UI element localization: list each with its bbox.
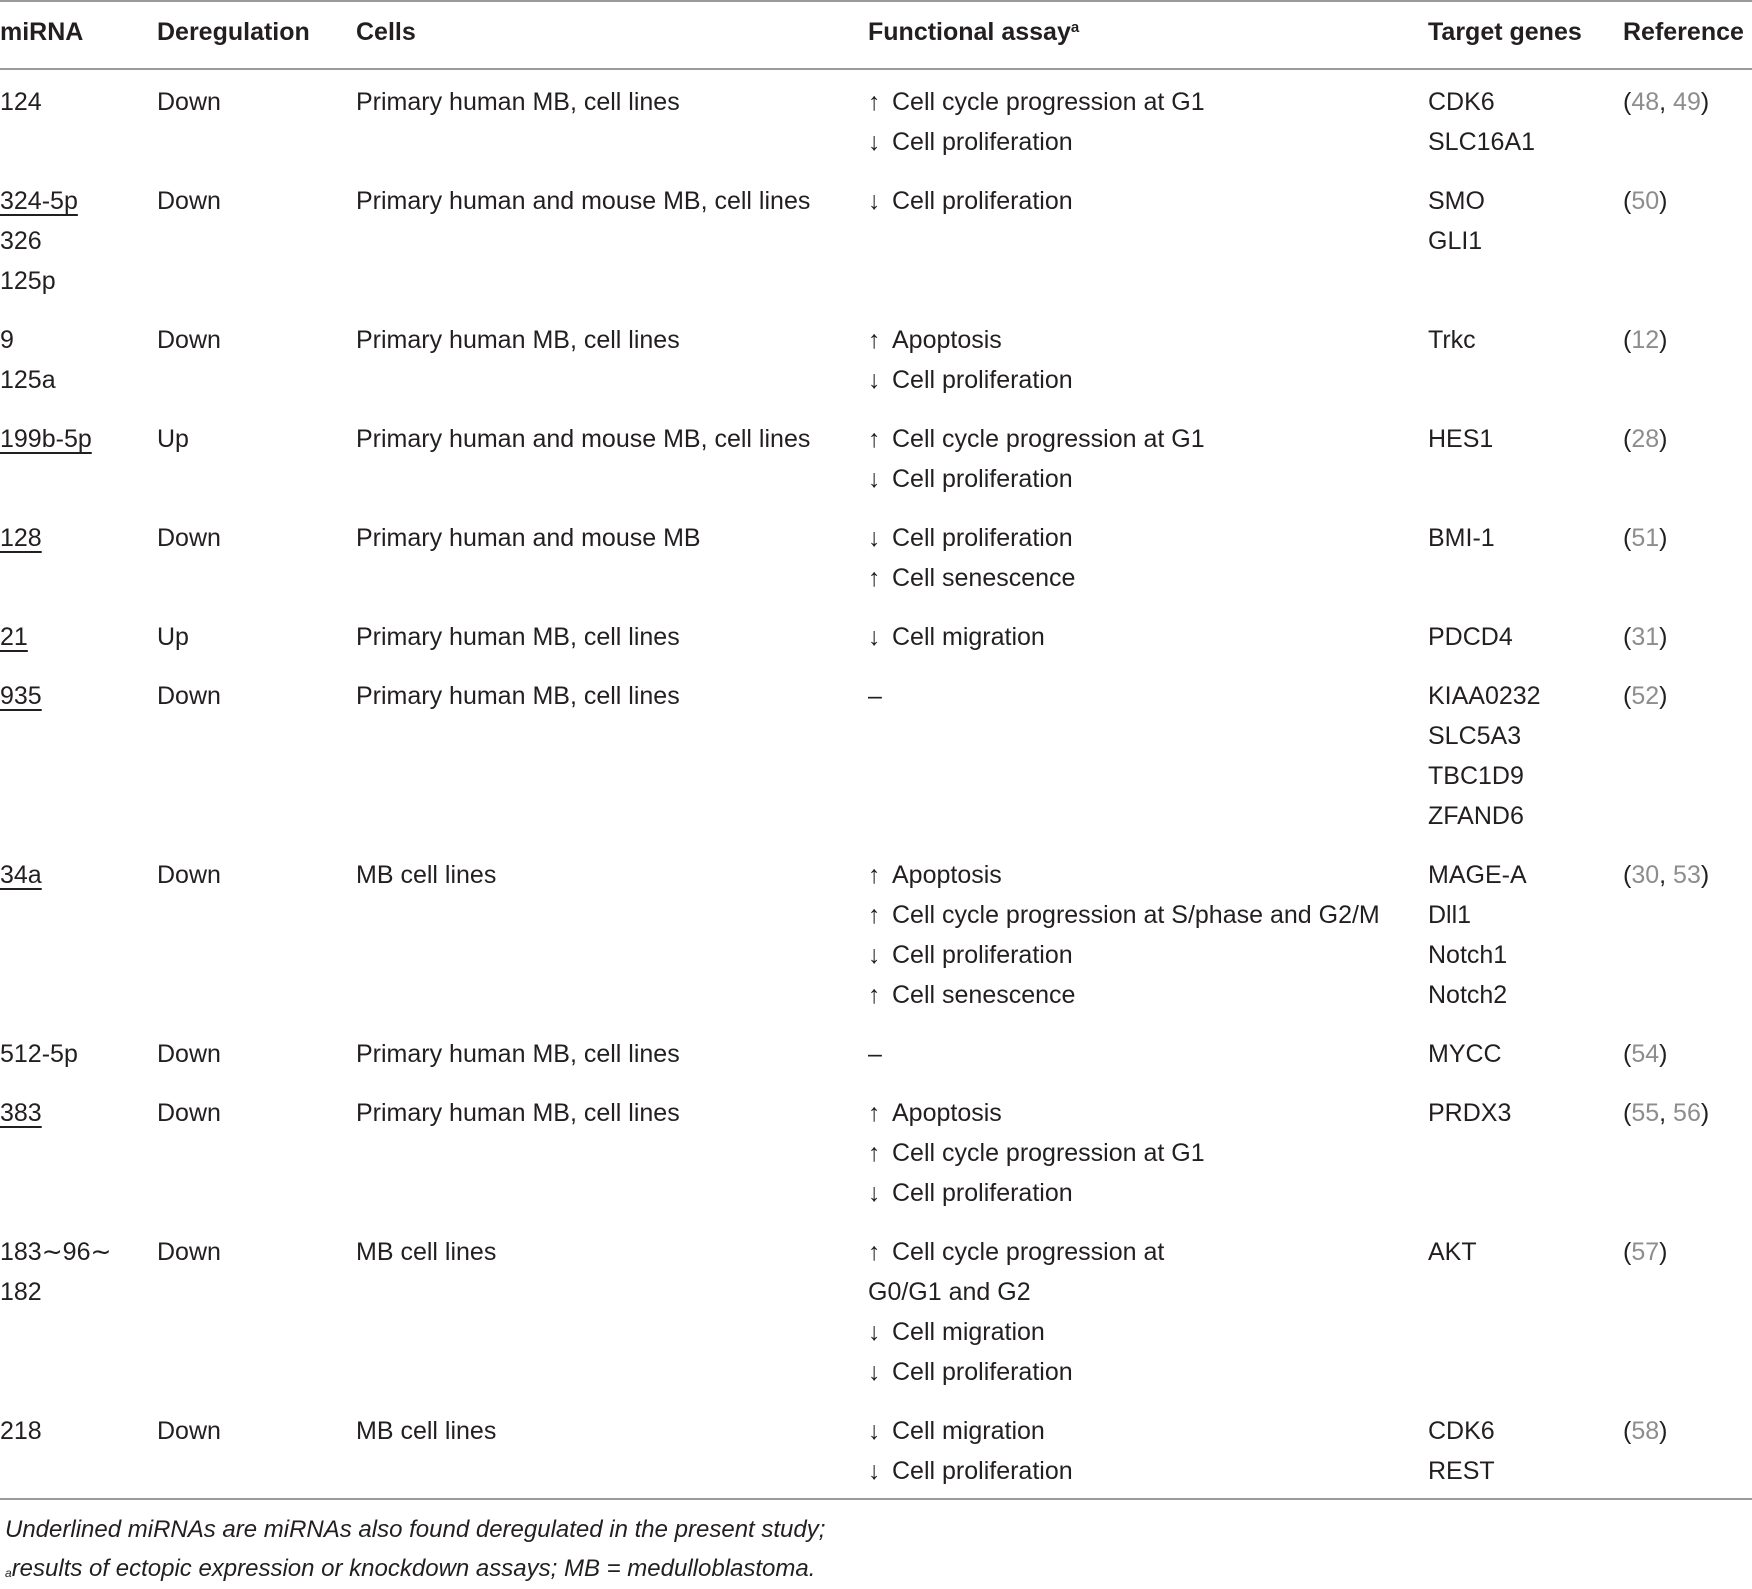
- cell-target-genes: [1428, 181, 1485, 261]
- cell-deregulation: Down: [157, 1099, 221, 1127]
- footnote-mark: a: [5, 1566, 12, 1580]
- reference-link[interactable]: 58: [1631, 1417, 1660, 1445]
- reference-link[interactable]: 12: [1631, 326, 1660, 354]
- cell-functional-assay: [868, 1093, 1205, 1213]
- table-row: [0, 1411, 1752, 1510]
- arrow-down-icon: ↓: [868, 941, 881, 969]
- reference-link[interactable]: 52: [1631, 682, 1660, 710]
- cell-reference: (31): [1623, 623, 1668, 651]
- assay-text: Apoptosis: [892, 326, 1002, 354]
- mirna-name: 199b-5p: [0, 425, 92, 453]
- assay-line: [868, 360, 1073, 400]
- cell-reference: (57): [1623, 1238, 1668, 1266]
- header-mirna: miRNA: [0, 18, 84, 46]
- assay-line: [868, 1133, 1205, 1173]
- cell-deregulation: Down: [157, 187, 221, 215]
- mirna-name: 21: [0, 623, 28, 651]
- cell-reference: (51): [1623, 524, 1668, 552]
- mirna-name: 125a: [0, 366, 56, 394]
- table-body: [0, 82, 1752, 1510]
- target-gene: TBC1D9: [1428, 762, 1524, 790]
- target-gene: REST: [1428, 1457, 1495, 1485]
- assay-text: Cell cycle progression at S/phase and G2/M: [892, 901, 1380, 929]
- cell-reference: (28): [1623, 425, 1668, 453]
- table-row: [0, 676, 1752, 855]
- table-row: [0, 419, 1752, 518]
- assay-line: [868, 855, 1380, 895]
- cell-mirna: [0, 1232, 111, 1312]
- mirna-line: [0, 518, 42, 558]
- header-cells: Cells: [356, 18, 416, 46]
- cell-deregulation: Down: [157, 1238, 221, 1266]
- target-gene: CDK6: [1428, 88, 1495, 116]
- cell-functional-assay: [868, 1034, 882, 1074]
- mirna-line: [0, 1272, 111, 1312]
- cell-target-genes: [1428, 419, 1493, 459]
- cell-target-genes: [1428, 1411, 1495, 1491]
- header-functional-assay-label: Functional assay: [868, 18, 1071, 46]
- mirna-name: 128: [0, 524, 42, 552]
- assay-text: Cell proliferation: [892, 128, 1073, 156]
- assay-line: [868, 459, 1205, 499]
- cell-mirna: [0, 181, 78, 301]
- mirna-line: [0, 1093, 42, 1133]
- reference-link[interactable]: 48: [1631, 88, 1660, 116]
- cell-cells: Primary human and mouse MB, cell lines: [356, 187, 811, 215]
- cell-cells: Primary human MB, cell lines: [356, 1040, 680, 1068]
- cell-functional-assay: [868, 82, 1205, 162]
- cell-target-genes: [1428, 82, 1535, 162]
- mirna-name: 124: [0, 88, 42, 116]
- assay-text: Cell cycle progression at G1: [892, 88, 1205, 116]
- arrow-down-icon: ↓: [868, 524, 881, 552]
- cell-functional-assay: [868, 181, 1073, 221]
- reference-link[interactable]: 28: [1631, 425, 1660, 453]
- target-gene: ZFAND6: [1428, 802, 1524, 830]
- cell-target-genes: [1428, 320, 1476, 360]
- mirna-line: [0, 221, 78, 261]
- mirna-line: [0, 1232, 111, 1272]
- assay-line: [868, 181, 1073, 221]
- cell-deregulation: Down: [157, 524, 221, 552]
- table-row: [0, 82, 1752, 181]
- assay-line: [868, 1173, 1205, 1213]
- mirna-line: [0, 360, 56, 400]
- target-gene: KIAA0232: [1428, 682, 1541, 710]
- arrow-up-icon: ↑: [868, 901, 881, 929]
- cell-cells: Primary human and mouse MB: [356, 524, 701, 552]
- mirna-line: [0, 1034, 78, 1074]
- assay-line: [868, 1451, 1073, 1491]
- table-bottom-rule: [0, 1498, 1752, 1500]
- cell-reference: (52): [1623, 682, 1668, 710]
- mirna-name: 512-5p: [0, 1040, 78, 1068]
- assay-text: Cell proliferation: [892, 941, 1073, 969]
- mirna-name: 34a: [0, 861, 42, 889]
- cell-target-genes: [1428, 1093, 1511, 1133]
- reference-link[interactable]: 49: [1673, 88, 1701, 116]
- arrow-down-icon: ↓: [868, 1358, 881, 1386]
- footnote-line-2: [5, 1549, 815, 1589]
- cell-mirna: [0, 676, 42, 716]
- cell-mirna: [0, 1411, 42, 1451]
- arrow-up-icon: ↑: [868, 564, 881, 592]
- mirna-line: [0, 419, 92, 459]
- cell-target-genes: [1428, 1232, 1477, 1272]
- cell-target-genes: [1428, 1034, 1502, 1074]
- arrow-down-icon: ↓: [868, 128, 881, 156]
- assay-text: Cell migration: [892, 1318, 1045, 1346]
- assay-text: Cell proliferation: [892, 465, 1073, 493]
- assay-line: [868, 419, 1205, 459]
- table-row: [0, 320, 1752, 419]
- assay-line: [868, 935, 1380, 975]
- assay-line: [868, 1352, 1164, 1392]
- cell-functional-assay: [868, 855, 1380, 1015]
- cell-cells: Primary human MB, cell lines: [356, 1099, 680, 1127]
- arrow-up-icon: ↑: [868, 1139, 881, 1167]
- arrow-up-icon: ↑: [868, 861, 881, 889]
- arrow-down-icon: ↓: [868, 366, 881, 394]
- assay-text: Cell cycle progression at G1: [892, 425, 1205, 453]
- mirna-line: [0, 320, 56, 360]
- arrow-down-icon: ↓: [868, 187, 881, 215]
- cell-cells: MB cell lines: [356, 861, 497, 889]
- cell-deregulation: Down: [157, 682, 221, 710]
- header-functional-assay: [868, 16, 1079, 48]
- cell-deregulation: Down: [157, 88, 221, 116]
- table-row: [0, 181, 1752, 320]
- assay-line: [868, 1093, 1205, 1133]
- arrow-up-icon: ↑: [868, 981, 881, 1009]
- mirna-line: [0, 1411, 42, 1451]
- table-top-rule: [0, 0, 1752, 2]
- assay-line: [868, 1232, 1164, 1272]
- target-gene: PDCD4: [1428, 623, 1513, 651]
- target-gene: GLI1: [1428, 227, 1483, 255]
- assay-line: [868, 82, 1205, 122]
- assay-line: [868, 1034, 882, 1074]
- assay-text: Apoptosis: [892, 1099, 1002, 1127]
- assay-line: [868, 975, 1380, 1015]
- table-header-rule: [0, 68, 1752, 70]
- target-gene: AKT: [1428, 1238, 1477, 1266]
- cell-cells: Primary human and mouse MB, cell lines: [356, 425, 811, 453]
- cell-mirna: [0, 419, 92, 459]
- arrow-down-icon: ↓: [868, 623, 881, 651]
- arrow-up-icon: ↑: [868, 1238, 881, 1266]
- cell-mirna: [0, 518, 42, 558]
- cell-cells: Primary human MB, cell lines: [356, 623, 680, 651]
- target-gene: HES1: [1428, 425, 1494, 453]
- mirna-name: 183∼96∼: [0, 1238, 112, 1266]
- reference-link[interactable]: 50: [1631, 187, 1660, 215]
- target-gene: CDK6: [1428, 1417, 1495, 1445]
- assay-text: G0/G1 and G2: [868, 1278, 1031, 1306]
- mirna-name: 9: [0, 326, 14, 354]
- assay-line: [868, 320, 1073, 360]
- reference-link[interactable]: 56: [1673, 1099, 1701, 1127]
- assay-text: Cell proliferation: [892, 1457, 1073, 1485]
- mirna-name: 182: [0, 1278, 42, 1306]
- table-row: [0, 617, 1752, 676]
- cell-functional-assay: [868, 1411, 1073, 1491]
- assay-line: [868, 558, 1075, 598]
- cell-functional-assay: [868, 320, 1073, 400]
- cell-reference: (54): [1623, 1040, 1668, 1068]
- cell-mirna: [0, 320, 56, 400]
- assay-text: –: [868, 682, 882, 710]
- header-functional-assay-footnote-mark: a: [1070, 19, 1080, 36]
- assay-line: [868, 518, 1075, 558]
- cell-cells: MB cell lines: [356, 1417, 497, 1445]
- cell-functional-assay: [868, 518, 1075, 598]
- mirna-line: [0, 181, 78, 221]
- cell-functional-assay: [868, 676, 882, 716]
- reference-link[interactable]: 31: [1631, 623, 1660, 651]
- assay-text: Cell proliferation: [892, 524, 1073, 552]
- assay-line: [868, 122, 1205, 162]
- cell-reference: (48, 49): [1623, 88, 1710, 116]
- assay-text: Cell senescence: [892, 564, 1076, 592]
- mirna-line: [0, 617, 28, 657]
- assay-line: [868, 676, 882, 716]
- reference-link[interactable]: 53: [1673, 861, 1701, 889]
- arrow-up-icon: ↑: [868, 88, 881, 116]
- cell-mirna: [0, 82, 42, 122]
- assay-text: Cell cycle progression at: [892, 1238, 1165, 1266]
- assay-text: Cell migration: [892, 1417, 1045, 1445]
- reference-link[interactable]: 55: [1631, 1099, 1660, 1127]
- mirna-name: 383: [0, 1099, 42, 1127]
- arrow-up-icon: ↑: [868, 1099, 881, 1127]
- footnote-line-2-text: results of ectopic expression or knockdown assays; MB = medulloblastoma.: [11, 1555, 816, 1582]
- target-gene: SMO: [1428, 187, 1485, 215]
- target-gene: SLC5A3: [1428, 722, 1522, 750]
- reference-link[interactable]: 54: [1631, 1040, 1660, 1068]
- assay-line: [868, 1312, 1164, 1352]
- cell-cells: Primary human MB, cell lines: [356, 682, 680, 710]
- cell-functional-assay: [868, 419, 1205, 499]
- arrow-down-icon: ↓: [868, 1457, 881, 1485]
- arrow-down-icon: ↓: [868, 1179, 881, 1207]
- cell-deregulation: Up: [157, 623, 189, 651]
- cell-reference: (58): [1623, 1417, 1668, 1445]
- arrow-down-icon: ↓: [868, 465, 881, 493]
- target-gene: Notch1: [1428, 941, 1508, 969]
- assay-text: –: [868, 1040, 882, 1068]
- cell-functional-assay: [868, 617, 1045, 657]
- assay-text: Apoptosis: [892, 861, 1002, 889]
- table-row: [0, 1034, 1752, 1093]
- table-row: [0, 1232, 1752, 1411]
- reference-link[interactable]: 57: [1631, 1238, 1660, 1266]
- assay-line: [868, 1272, 1164, 1312]
- assay-text: Cell migration: [892, 623, 1045, 651]
- table-row: [0, 1093, 1752, 1232]
- cell-functional-assay: [868, 1232, 1164, 1392]
- cell-reference: (50): [1623, 187, 1668, 215]
- cell-reference: (30, 53): [1623, 861, 1710, 889]
- target-gene: Notch2: [1428, 981, 1508, 1009]
- mirna-line: [0, 82, 42, 122]
- reference-link[interactable]: 30: [1631, 861, 1660, 889]
- cell-mirna: [0, 1093, 42, 1133]
- reference-link[interactable]: 51: [1631, 524, 1660, 552]
- mirna-name: 326: [0, 227, 42, 255]
- cell-target-genes: [1428, 855, 1527, 1015]
- table-header-row: [0, 16, 1752, 56]
- cell-deregulation: Up: [157, 425, 189, 453]
- assay-text: Cell proliferation: [892, 187, 1073, 215]
- target-gene: Trkc: [1428, 326, 1476, 354]
- header-target-genes: Target genes: [1428, 18, 1582, 46]
- arrow-up-icon: ↑: [868, 425, 881, 453]
- cell-deregulation: Down: [157, 861, 221, 889]
- target-gene: PRDX3: [1428, 1099, 1512, 1127]
- assay-text: Cell proliferation: [892, 1179, 1073, 1207]
- header-deregulation: Deregulation: [157, 18, 310, 46]
- cell-target-genes: [1428, 617, 1513, 657]
- cell-deregulation: Down: [157, 1417, 221, 1445]
- arrow-down-icon: ↓: [868, 1318, 881, 1346]
- assay-line: [868, 895, 1380, 935]
- cell-target-genes: [1428, 676, 1541, 836]
- mirna-name: 324-5p: [0, 187, 78, 215]
- mirna-line: [0, 855, 42, 895]
- assay-text: Cell senescence: [892, 981, 1076, 1009]
- target-gene: SLC16A1: [1428, 128, 1536, 156]
- cell-mirna: [0, 1034, 78, 1074]
- assay-text: Cell cycle progression at G1: [892, 1139, 1205, 1167]
- cell-deregulation: Down: [157, 326, 221, 354]
- assay-line: [868, 617, 1045, 657]
- header-reference: Reference: [1623, 18, 1744, 46]
- cell-reference: (55, 56): [1623, 1099, 1710, 1127]
- mirna-line: [0, 261, 78, 301]
- cell-cells: MB cell lines: [356, 1238, 497, 1266]
- footnote-line-1: Underlined miRNAs are miRNAs also found deregulated in the present study;: [5, 1516, 826, 1543]
- cell-reference: (12): [1623, 326, 1668, 354]
- arrow-up-icon: ↑: [868, 326, 881, 354]
- cell-mirna: [0, 855, 42, 895]
- target-gene: BMI-1: [1428, 524, 1495, 552]
- target-gene: MYCC: [1428, 1040, 1502, 1068]
- arrow-down-icon: ↓: [868, 1417, 881, 1445]
- assay-text: Cell proliferation: [892, 1358, 1073, 1386]
- mirna-name: 935: [0, 682, 42, 710]
- cell-deregulation: Down: [157, 1040, 221, 1068]
- cell-target-genes: [1428, 518, 1495, 558]
- assay-line: [868, 1411, 1073, 1451]
- target-gene: Dll1: [1428, 901, 1472, 929]
- mirna-name: 125p: [0, 267, 56, 295]
- cell-cells: Primary human MB, cell lines: [356, 88, 680, 116]
- assay-text: Cell proliferation: [892, 366, 1073, 394]
- mirna-name: 218: [0, 1417, 42, 1445]
- mirna-line: [0, 676, 42, 716]
- table-row: [0, 855, 1752, 1034]
- cell-mirna: [0, 617, 28, 657]
- target-gene: MAGE-A: [1428, 861, 1527, 889]
- cell-cells: Primary human MB, cell lines: [356, 326, 680, 354]
- table-row: [0, 518, 1752, 617]
